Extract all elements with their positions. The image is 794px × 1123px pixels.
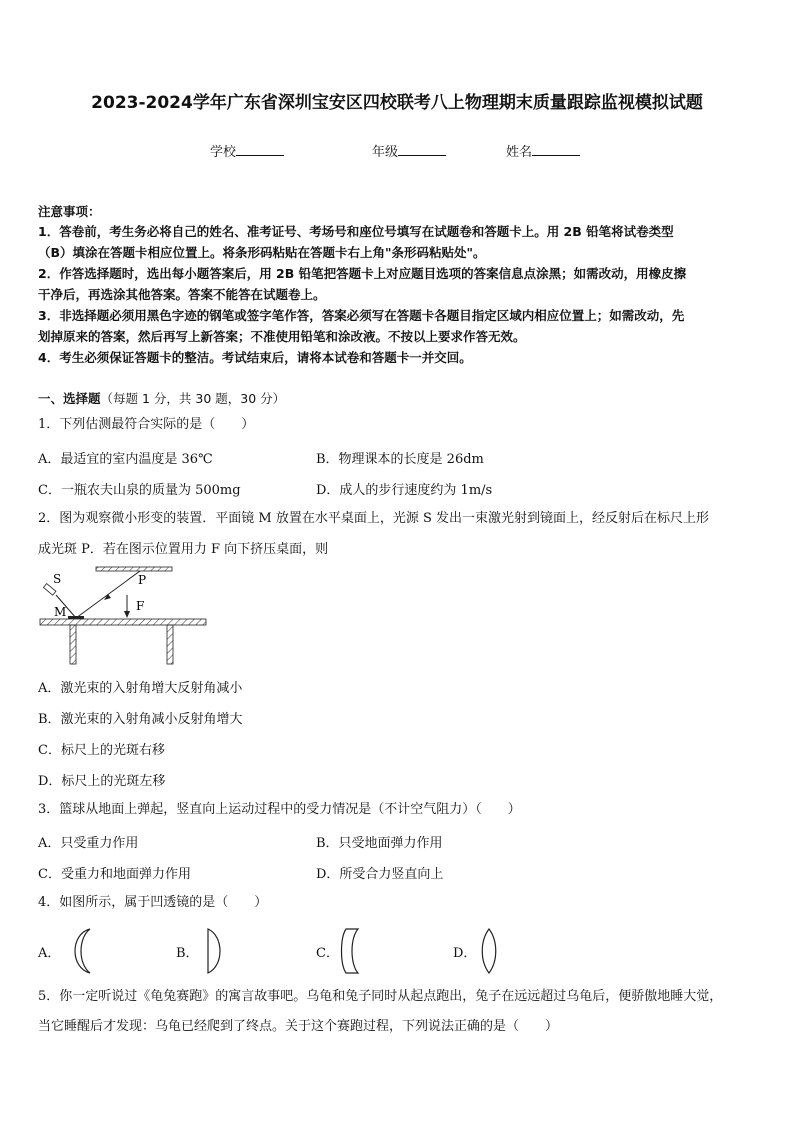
ruler-scale xyxy=(96,567,172,571)
q4-option-b: B． xyxy=(176,946,199,961)
section-note: （每题 1 分，共 30 题，30 分） xyxy=(100,391,286,406)
notice-line: 干净后，再选涂其他答案。答案不能答在试题卷上。 xyxy=(38,287,326,302)
question-5-stem: 5．你一定听说过《龟兔赛跑》的寓言故事吧。乌龟和兔子同时从起点跑出，兔子在远远超过乌龟后，便骄傲地睡大觉， xyxy=(38,989,723,1004)
lens-d-icon xyxy=(476,926,502,976)
q4-option-d: D． xyxy=(453,946,477,961)
school-blank xyxy=(236,143,284,156)
mirror xyxy=(68,616,84,619)
question-3-stem: 3．篮球从地面上弹起，竖直向上运动过程中的受力情况是（不计空气阻力）（ ） xyxy=(38,802,521,817)
school-label: 学校 xyxy=(210,145,237,160)
notice-line: 2．作答选择题时，选出每小题答案后，用 2B 铅笔把答题卡上对应题目选项的答案信息点涂黑；如需改动，用橡皮擦 xyxy=(38,266,687,281)
grade-blank xyxy=(398,143,446,156)
label-f: F xyxy=(136,599,145,613)
q1-option-b: B．物理课本的长度是 26dm xyxy=(316,452,484,467)
question-2-stem-cont: 成光斑 P．若在图示位置用力 F 向下挤压桌面，则 xyxy=(38,542,329,557)
q3-option-c: C．受重力和地面弹力作用 xyxy=(38,867,191,882)
lens-a-icon xyxy=(64,926,100,976)
label-s: S xyxy=(53,572,62,586)
lens-b-icon xyxy=(198,926,228,976)
q1-option-a: A．最适宜的室内温度是 36℃ xyxy=(38,452,213,467)
label-p: P xyxy=(138,573,147,587)
q2-option-d: D．标尺上的光斑左移 xyxy=(38,774,166,789)
grade-label: 年级 xyxy=(372,145,399,160)
notice-line: 1．答卷前，考生务必将自己的姓名、准考证号、考场号和座位号填写在试题卷和答题卡上。用 2B 铅笔将试卷类型 xyxy=(38,224,674,239)
q3-option-b: B．只受地面弹力作用 xyxy=(316,836,443,851)
notice-line: （B）填涂在答题卡相应位置上。将条形码粘贴在答题卡右上角"条形码粘贴处"。 xyxy=(38,245,486,260)
q3-option-a: A．只受重力作用 xyxy=(38,836,139,851)
q2-option-a: A．激光束的入射角增大反射角减小 xyxy=(38,681,243,696)
q1-option-c: C．一瓶农夫山泉的质量为 500mg xyxy=(38,483,241,498)
table-leg-right xyxy=(167,625,173,664)
notice-heading: 注意事项： xyxy=(38,204,101,219)
table-leg-left xyxy=(70,625,76,664)
mirror-deformation-figure xyxy=(38,563,210,666)
question-5-stem-cont: 当它睡醒后才发现：乌龟已经爬到了终点。关于这个赛跑过程，下列说法正确的是（ ） xyxy=(38,1019,559,1034)
page-title: 2023-2024学年广东省深圳宝安区四校联考八上物理期末质量跟踪监视模拟试题 xyxy=(91,93,703,113)
q1-option-d: D．成人的步行速度约为 1m/s xyxy=(316,483,493,498)
name-field xyxy=(506,141,580,160)
q3-option-d: D．所受合力竖直向上 xyxy=(316,867,444,882)
lens-c-icon xyxy=(338,926,368,976)
force-arrowhead xyxy=(124,611,130,618)
notice-line: 划掉原来的答案，然后再写上新答案；不准使用铅笔和涂改液。不按以上要求作答无效。 xyxy=(38,329,526,344)
grade-field xyxy=(372,141,446,160)
q4-option-a: A． xyxy=(38,946,61,961)
notice-line: 4．考生必须保证答题卡的整洁。考试结束后，请将本试卷和答题卡一并交回。 xyxy=(38,350,472,365)
question-1-stem: 1．下列估测最符合实际的是（ ） xyxy=(38,417,255,432)
notice-line: 3．非选择题必须用黑色字迹的钢笔或签字笔作答，答案必须写在答题卡各题目指定区域内相应位置上；如需改动，先 xyxy=(38,308,685,323)
section-title: 一、选择题 xyxy=(38,391,101,406)
table-top xyxy=(40,619,206,625)
name-blank xyxy=(532,143,580,156)
school-field xyxy=(210,141,284,160)
question-4-stem: 4．如图所示，属于凹透镜的是（ ） xyxy=(38,895,268,910)
q2-option-c: C．标尺上的光斑右移 xyxy=(38,743,165,758)
label-m: M xyxy=(54,605,67,619)
section-heading xyxy=(38,390,285,408)
q4-option-c: C． xyxy=(316,946,339,961)
question-2-stem: 2．图为观察微小形变的装置．平面镜 M 放置在水平桌面上，光源 S 发出一束激光射到镜面上，经反射后在标尺上形 xyxy=(38,511,710,526)
name-label: 姓名 xyxy=(506,145,533,160)
q2-option-b: B．激光束的入射角减小反射角增大 xyxy=(38,712,243,727)
